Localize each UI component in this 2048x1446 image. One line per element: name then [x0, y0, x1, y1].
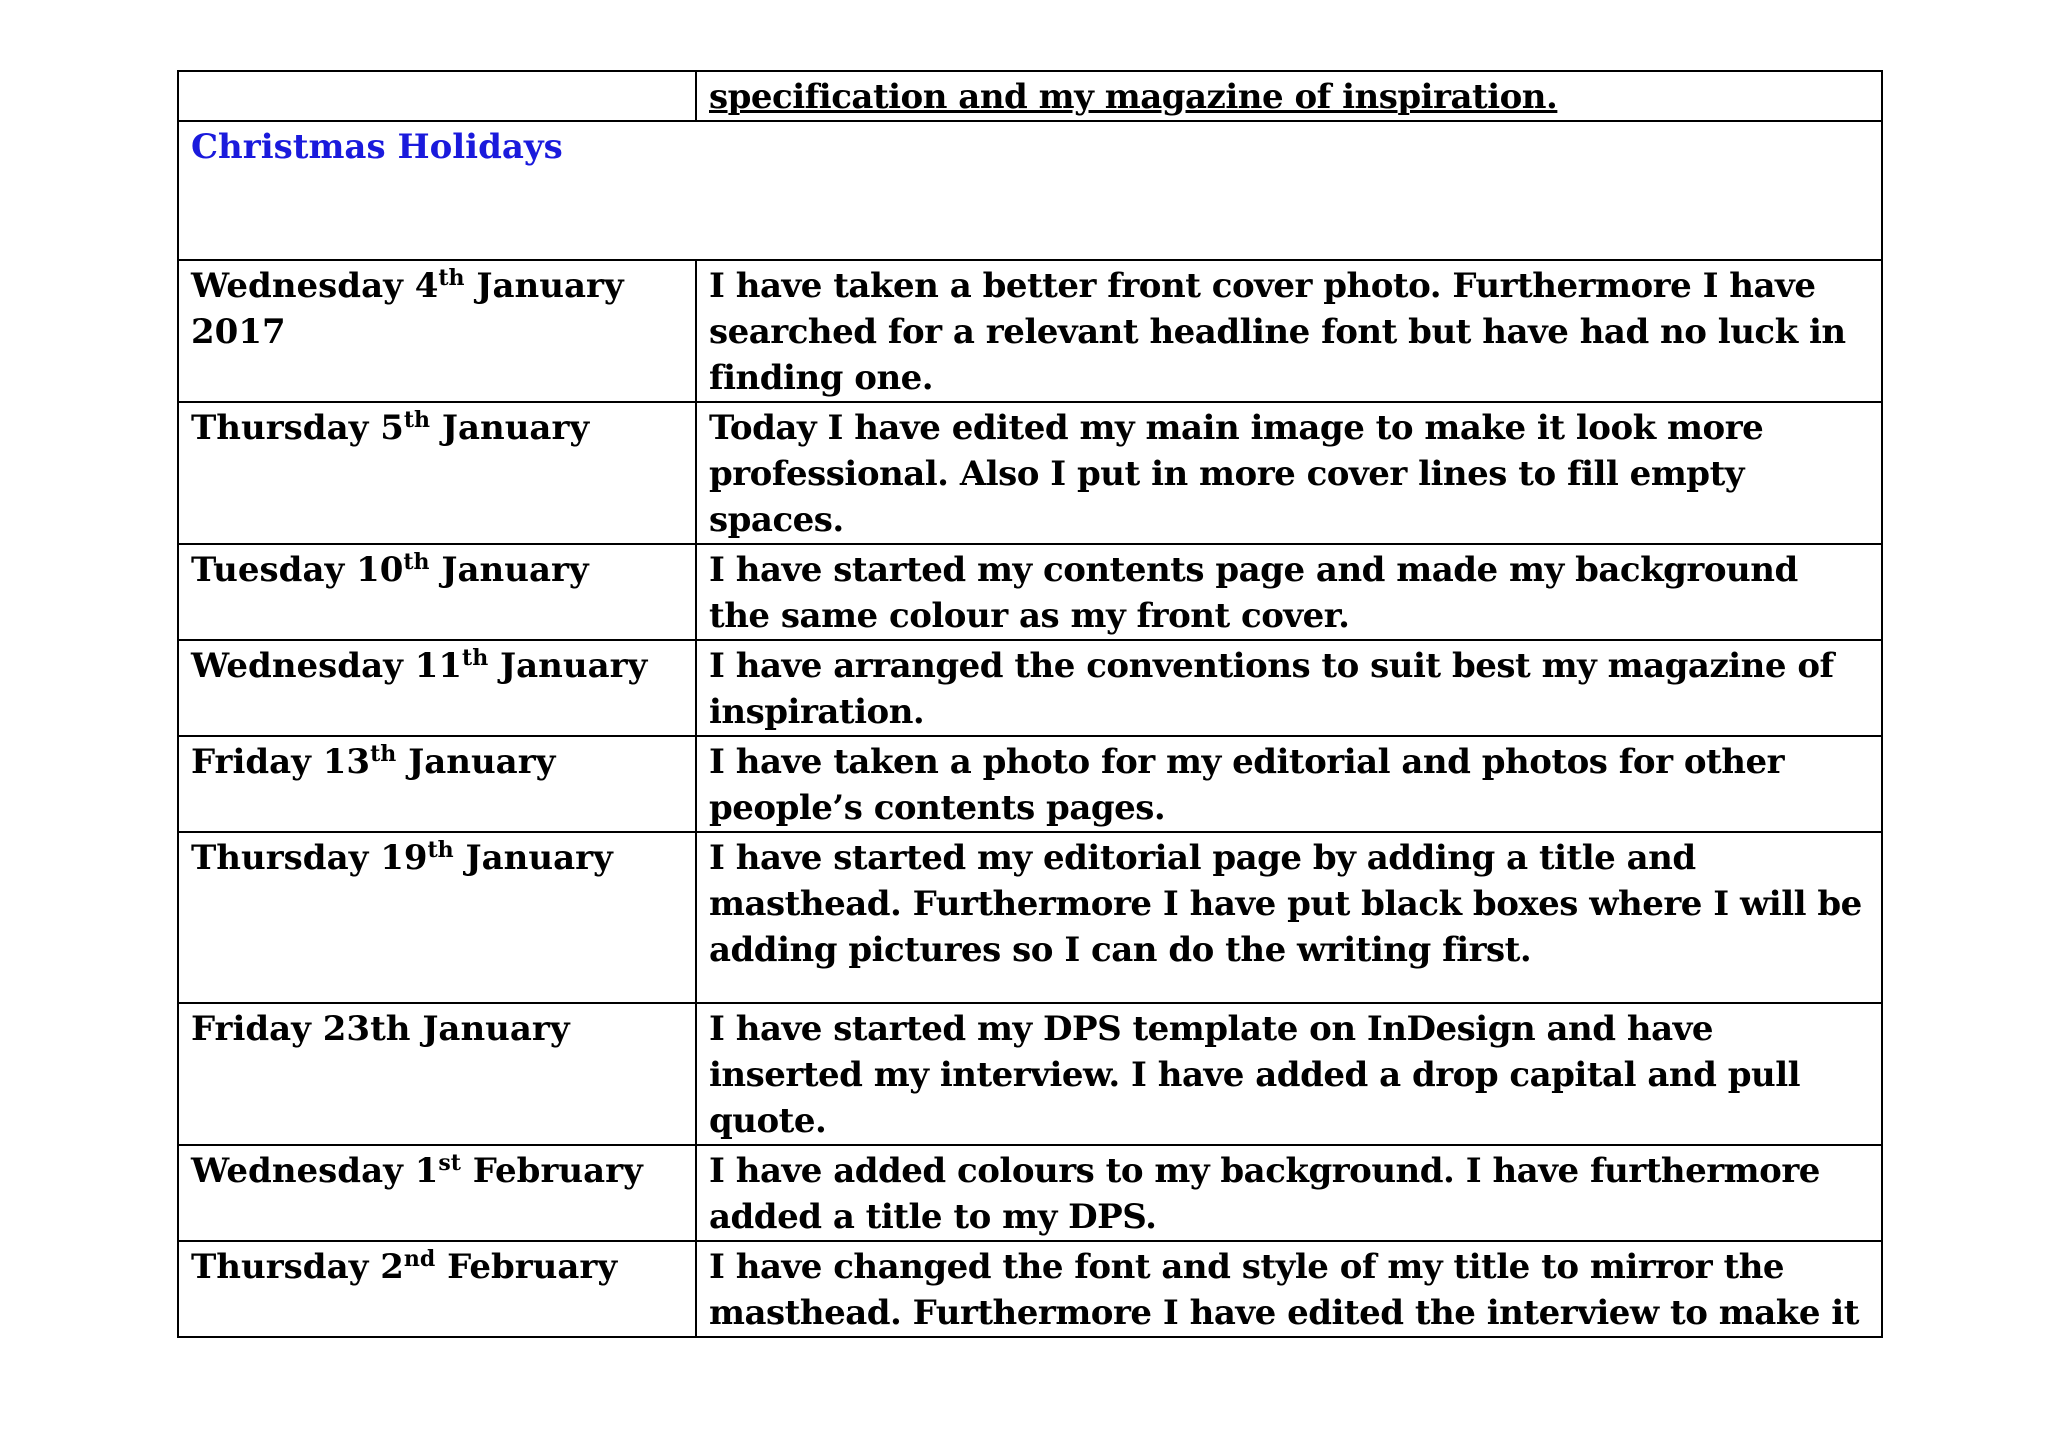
table-row	[178, 402, 1882, 544]
date-cell: Wednesday 4th January 2017	[178, 260, 696, 402]
section-title: Christmas Holidays	[191, 127, 563, 167]
entry-cell: Today I have edited my main image to make it look more professional. Also I put in more cover lines to fill empty spaces.	[696, 402, 1882, 544]
date-cell: Thursday 19th January	[178, 832, 696, 1003]
date-cell: Wednesday 11th January	[178, 640, 696, 736]
section-row-christmas-holidays	[178, 121, 1882, 260]
entry-cell: I have added colours to my background. I have furthermore added a title to my DPS.	[696, 1145, 1882, 1241]
table-row	[178, 260, 1882, 402]
table-row	[178, 544, 1882, 640]
entry-cell: I have taken a photo for my editorial and photos for other people’s contents pages.	[696, 736, 1882, 832]
entry-cell: I have started my editorial page by adding a title and masthead. Furthermore I have put black boxes where I will be adding pictures so I can do the writing first.	[696, 832, 1882, 1003]
diary-table	[177, 70, 1883, 1338]
table-row	[178, 1003, 1882, 1145]
table-row	[178, 1241, 1882, 1337]
table-row-continuation	[178, 71, 1882, 121]
entry-cell: I have started my contents page and made my background the same colour as my front cover.	[696, 544, 1882, 640]
date-cell: Thursday 2nd February	[178, 1241, 696, 1337]
section-heading	[178, 121, 1882, 260]
table-row	[178, 832, 1882, 1003]
table-row	[178, 640, 1882, 736]
date-cell: Friday 13th January	[178, 736, 696, 832]
entry-cell: I have arranged the conventions to suit best my magazine of inspiration.	[696, 640, 1882, 736]
table-row	[178, 1145, 1882, 1241]
entry-cell	[696, 71, 1882, 121]
date-cell: Friday 23th January	[178, 1003, 696, 1145]
table-row	[178, 736, 1882, 832]
date-cell: Wednesday 1st February	[178, 1145, 696, 1241]
entry-cell: I have taken a better front cover photo. Furthermore I have searched for a relevant headline font but have had no luck in finding one.	[696, 260, 1882, 402]
entry-cell: I have changed the font and style of my title to mirror the masthead. Furthermore I have edited the interview to make it	[696, 1241, 1882, 1337]
date-cell: Thursday 5th January	[178, 402, 696, 544]
date-cell: Tuesday 10th January	[178, 544, 696, 640]
date-cell-empty	[178, 71, 696, 121]
entry-cell: I have started my DPS template on InDesign and have inserted my interview. I have added a drop capital and pull quote.	[696, 1003, 1882, 1145]
entry-text: specification and my magazine of inspiration.	[709, 77, 1558, 117]
